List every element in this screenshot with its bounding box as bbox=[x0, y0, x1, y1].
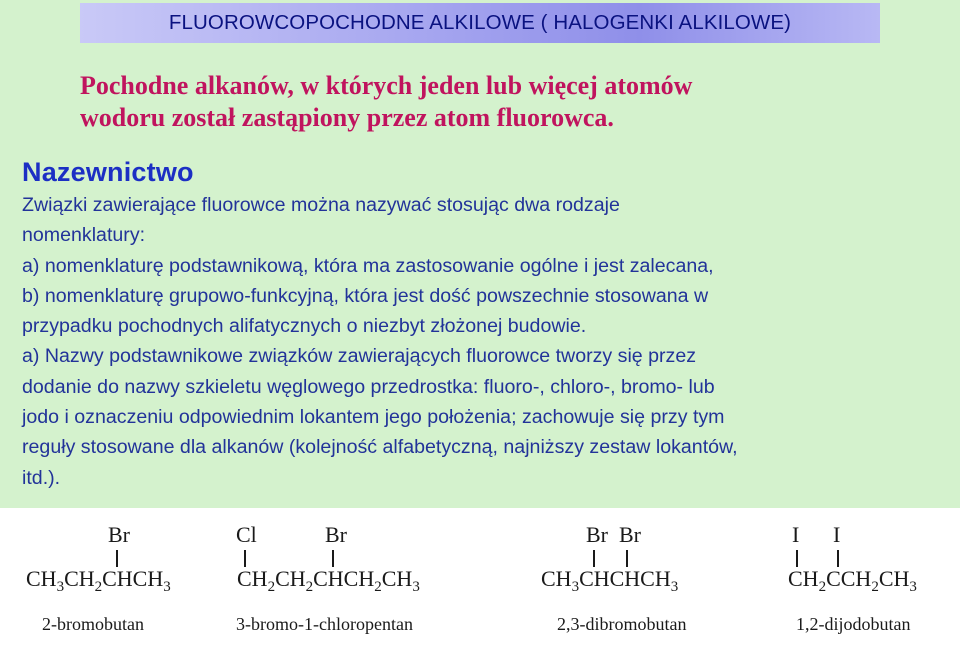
definition-line-2: wodoru został zastąpiony przez atom fluorowca. bbox=[80, 103, 614, 132]
section-heading: Nazewnictwo bbox=[22, 157, 194, 187]
chain-formula: $CH_3CH_2CHCH_3$ bbox=[26, 566, 171, 595]
compound-name: 1,2-dijodobutan bbox=[796, 614, 911, 634]
definition bbox=[80, 70, 910, 134]
substituent-label: Cl bbox=[236, 522, 257, 547]
substituent-label: Br bbox=[325, 522, 347, 547]
body-paragraph bbox=[22, 190, 952, 493]
paragraph-line: itd.). bbox=[22, 466, 61, 489]
paragraph-line: jodo i oznaczeniu odpowiednim lokantem jego położenia; zachowuje się przy tym bbox=[22, 406, 725, 429]
compound-name: 3-bromo-1-chloropentan bbox=[236, 614, 413, 634]
chain-formula: $CH_2CH_2CHCH_2CH_3$ bbox=[237, 566, 420, 595]
paragraph-line: przypadku pochodnych alifatycznych o niezbyt złożonej budowie. bbox=[22, 315, 587, 338]
compound-name: 2-bromobutan bbox=[42, 614, 144, 634]
page-title: FLUOROWCOPOCHODNE ALKILOWE ( HALOGENKI ALKILOWE) bbox=[168, 11, 792, 34]
substituent-label: I bbox=[833, 522, 841, 547]
paragraph-line: nomenklatury: bbox=[22, 224, 146, 247]
paragraph-line: dodanie do nazwy szkieletu węglowego przedrostka: fluoro-, chloro-, bromo- lub bbox=[22, 375, 715, 398]
chain-formula: $CH_2CCH_2CH_3$ bbox=[788, 566, 917, 595]
structural-formulas bbox=[0, 508, 960, 653]
paragraph-line: a) nomenklaturę podstawnikową, która ma zastosowanie ogólne i jest zalecana, bbox=[22, 254, 714, 277]
paragraph-line: a) Nazwy podstawnikowe związków zawierających fluorowce tworzy się przez bbox=[22, 345, 697, 368]
definition-line-1: Pochodne alkanów, w których jeden lub więcej atomów bbox=[80, 71, 693, 100]
substituent-label: I bbox=[792, 522, 800, 547]
substituent-label: Br bbox=[586, 522, 608, 547]
paragraph-line: Związki zawierające fluorowce można nazywać stosując dwa rodzaje bbox=[22, 194, 620, 216]
compound-name: 2,3-dibromobutan bbox=[557, 614, 687, 634]
paragraph-line: reguły stosowane dla alkanów (kolejność alfabetyczną, najniższy zestaw lokantów, bbox=[22, 436, 738, 459]
title-banner bbox=[80, 3, 880, 43]
chain-formula: $CH_3CHCHCH_3$ bbox=[541, 566, 679, 595]
substituent-label: Br bbox=[108, 522, 130, 547]
paragraph-line: b) nomenklaturę grupowo-funkcyjną, która jest dość powszechnie stosowana w bbox=[22, 284, 709, 307]
structural-formulas-panel bbox=[0, 508, 960, 653]
substituent-label: Br bbox=[619, 522, 641, 547]
